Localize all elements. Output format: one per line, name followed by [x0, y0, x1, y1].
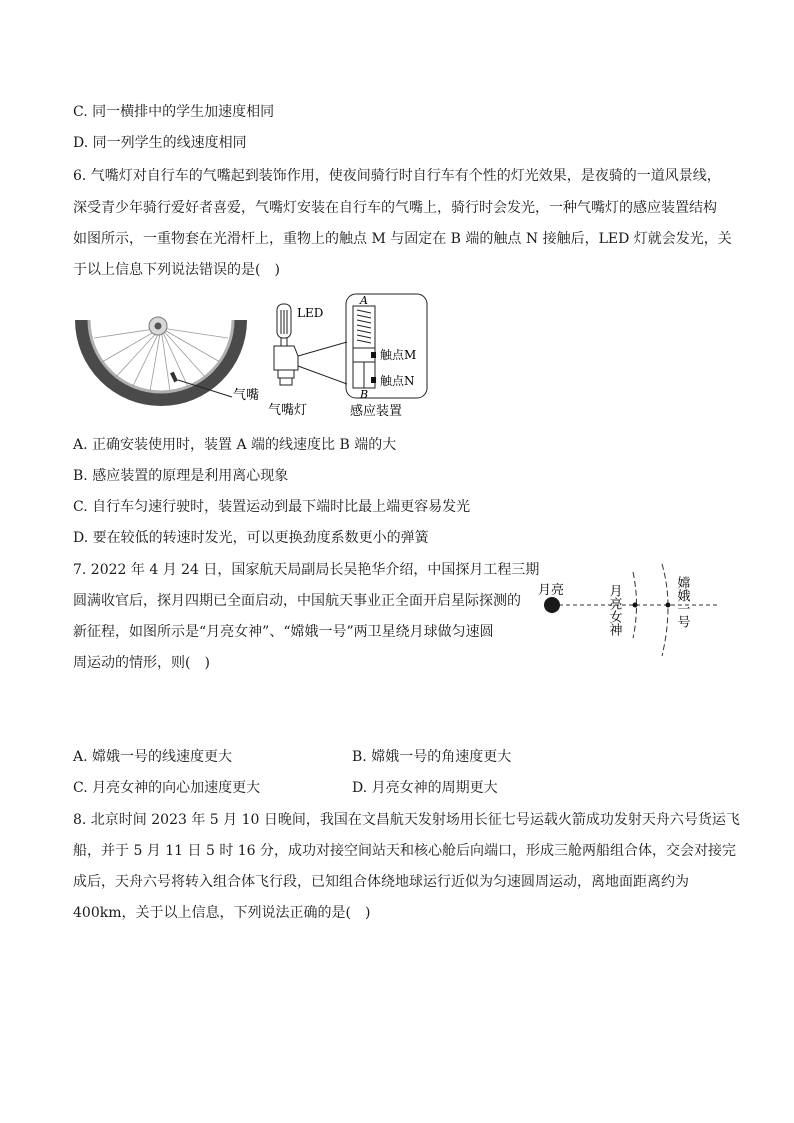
- q8-stem-line-2: 船，并于 5 月 11 日 5 时 16 分，成功对接空间站天和核心舱后向端口，形成三舱两船组合体，交会对接完: [73, 843, 737, 859]
- contact-m-label: 触点M: [380, 348, 417, 362]
- q7-stem-line-3: 新征程，如图所示是“月亮女神”、“嫦娥一号”两卫星绕月球做匀速圆: [73, 624, 494, 640]
- q6-option-d: D. 要在较低的转速时发光，可以更换劲度系数更小的弹簧: [73, 530, 429, 546]
- change1-orbit: [662, 564, 668, 656]
- q6-stem-line-3: 如图所示，一重物套在光滑杆上，重物上的触点 M 与固定在 B 端的触点 N 接触后，LED 灯就会发光，关: [73, 231, 732, 247]
- q6-option-b: B. 感应装置的原理是利用离心现象: [73, 468, 289, 484]
- bicycle-wheel-image: [75, 317, 247, 406]
- q7-option-c: C. 月亮女神的向心加速度更大: [73, 780, 261, 796]
- q5-option-c: C. 同一横排中的学生加速度相同: [73, 104, 275, 120]
- moon-dot: [544, 597, 560, 613]
- q6-stem-line-2: 深受青少年骑行爱好者喜爱，气嘴灯安装在自行车的气嘴上，骑行时会发光，一种气嘴灯的感应装置结构: [73, 200, 717, 216]
- q8-stem-line-4: 400km，关于以上信息，下列说法正确的是( ): [73, 905, 371, 921]
- q6-option-a: A. 正确安装使用时，装置 A 端的线速度比 B 端的大: [73, 437, 397, 453]
- sensor-label: 感应装置: [350, 404, 403, 419]
- q7-stem-line-4: 周运动的情形，则( ): [73, 655, 210, 671]
- led-label: LED: [297, 306, 324, 320]
- q7-option-d: D. 月亮女神的周期更大: [352, 780, 498, 796]
- q5-option-d: D. 同一列学生的线速度相同: [73, 135, 247, 151]
- valve-light-label: 气嘴灯: [268, 403, 308, 418]
- end-b-label: B: [360, 388, 369, 401]
- contact-m-marker: [371, 352, 376, 358]
- q6-stem-line-4: 于以上信息下列说法错误的是( ): [73, 262, 280, 278]
- contact-n-marker: [371, 377, 376, 383]
- end-a-label: A: [360, 294, 368, 307]
- change1-label: 嫦娥一号: [674, 576, 690, 628]
- q8-stem-line-1: 8. 北京时间 2023 年 5 月 10 日晚间，我国在文昌航天发射场用长征七号运载火箭成功发射天舟六号货运飞: [73, 812, 740, 828]
- valve-light-drawing: [274, 304, 298, 385]
- contact-n-label: 触点N: [380, 374, 415, 388]
- kaguya-satellite-dot: [633, 603, 638, 608]
- valve-label: 气嘴: [233, 388, 260, 403]
- q6-stem-line-1: 6. 气嘴灯对自行车的气嘴起到装饰作用，使夜间骑行时自行车有个性的灯光效果，是夜骑的一道风景线，: [73, 168, 721, 184]
- q7-figure: [534, 562, 724, 660]
- q7-option-a: A. 嫦娥一号的线速度更大: [73, 749, 233, 765]
- q8-stem-line-3: 成后，天舟六号将转入组合体飞行段，已知组合体绕地球运行近似为匀速圆周运动，离地面距离约为: [73, 874, 689, 890]
- q7-stem-line-1: 7. 2022 年 4 月 24 日，国家航天局副局长吴艳华介绍，中国探月工程三期: [73, 562, 540, 578]
- kaguya-label: 月亮女神: [606, 584, 622, 636]
- q6-option-c: C. 自行车匀速行驶时，装置运动到最下端时比最上端更容易发光: [73, 499, 471, 515]
- q7-stem-line-2: 圆满收官后，探月四期已全面启动，中国航天事业正全面开启星际探测的: [73, 593, 521, 609]
- moon-label: 月亮: [538, 583, 565, 598]
- q6-figure: [70, 290, 440, 422]
- q7-option-b: B. 嫦娥一号的角速度更大: [352, 749, 512, 765]
- change1-satellite-dot: [666, 603, 671, 608]
